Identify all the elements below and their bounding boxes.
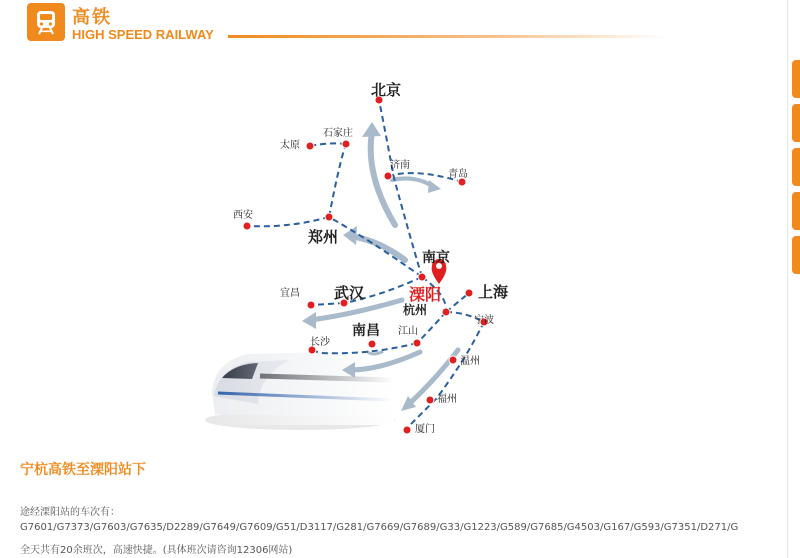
city-label-yichang: 宜昌 — [280, 288, 300, 299]
city-label-shijiazhuang: 石家庄 — [323, 128, 353, 139]
city-label-xiamen: 厦门 — [415, 424, 435, 435]
city-label-wenzhou: 温州 — [460, 356, 480, 367]
city-label-qingdao: 青岛 — [448, 169, 468, 180]
city-label-nanchang: 南昌 — [352, 323, 380, 339]
city-label-liyang: 溧阳 — [409, 285, 442, 304]
city-label-fuzhou: 福州 — [437, 394, 457, 405]
city-label-nanjing: 南京 — [422, 250, 450, 266]
section-title: 宁杭高铁至溧阳站下 — [20, 462, 146, 478]
city-label-wuhan: 武汉 — [334, 284, 365, 302]
train-number-list: G7601/G7373/G7603/G7635/D2289/G7649/G7609/G51/D3117/G281/G7669/G7689/G33/G1223/G589/G7685/G4503/G167/G593/G7351/D271/G — [20, 522, 739, 533]
page-subtitle: HIGH SPEED RAILWAY — [72, 27, 214, 42]
city-label-taiyuan: 太原 — [280, 140, 300, 151]
schedule-summary: 全天共有20余班次，高速快捷。(具体班次请咨询12306网站) — [20, 545, 293, 556]
train-image — [205, 350, 395, 430]
city-label-ningbo: 宁波 — [474, 315, 494, 326]
city-label-hangzhou: 杭州 — [403, 303, 428, 317]
city-label-xian: 西安 — [233, 210, 253, 221]
city-label-jiangshan: 江山 — [398, 326, 418, 337]
page-title: 高铁 — [72, 7, 112, 28]
trains-label: 途经溧阳站的车次有： — [20, 507, 120, 518]
city-label-shanghai: 上海 — [478, 283, 509, 301]
city-label-zhengzhou: 郑州 — [308, 228, 339, 246]
city-label-jinan: 济南 — [390, 160, 410, 171]
city-label-beijing: 北京 — [371, 81, 402, 99]
city-label-changsha: 长沙 — [310, 337, 330, 348]
